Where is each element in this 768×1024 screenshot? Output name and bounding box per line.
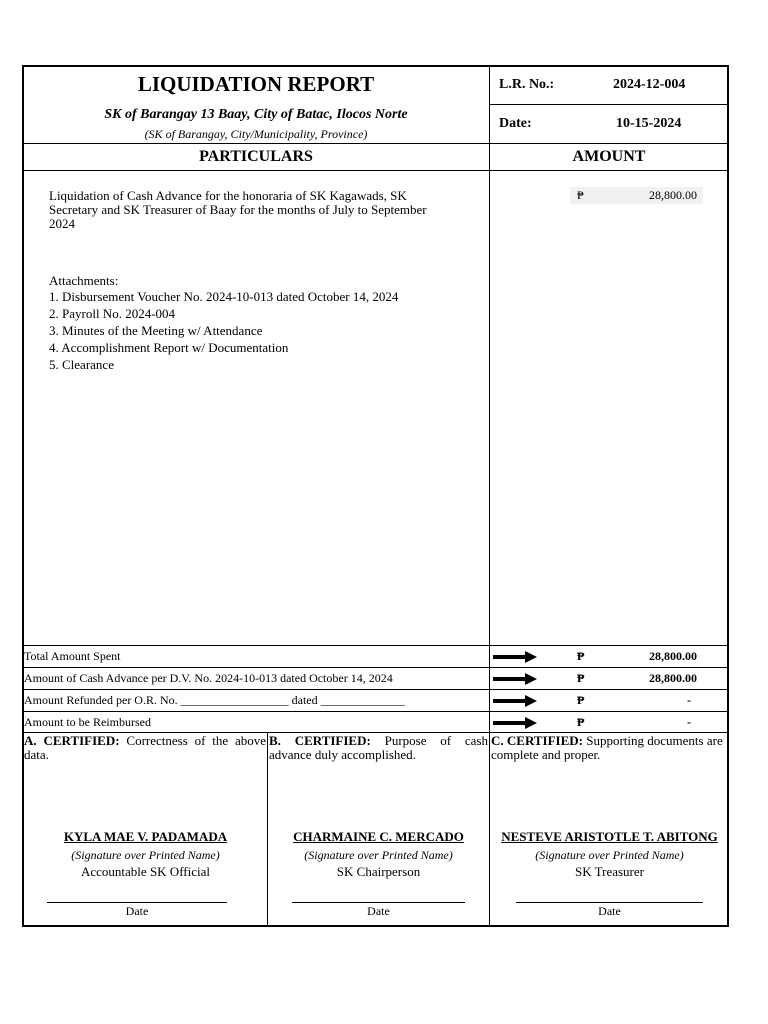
summary-value-total-spent: 28,800.00 [649,649,697,663]
entity-caption: (SK of Barangay, City/Municipality, Province) [144,127,368,141]
signatory-a-position: Accountable SK Official [81,864,210,879]
summary-currency: ₱ [577,715,585,729]
arrow-icon [493,673,537,685]
amount-header: AMOUNT [572,148,646,165]
date-caption: Date [598,904,621,918]
liquidation-description: Liquidation of Cash Advance for the honoraria of SK Kagawads, SK Secretary and SK Treasurer of Baay for the months of July to September 2024 [49,188,427,231]
signatory-a-name: KYLA MAE V. PADAMADA [63,829,228,844]
signatory-a-caption: (Signature over Printed Name) [71,848,220,862]
summary-top-line [23,645,729,646]
summary-currency: ₱ [577,649,585,663]
arrow-icon [493,717,537,729]
date-label: Date: [499,116,532,131]
report-title: LIQUIDATION REPORT [137,72,375,96]
header-divider-right [489,104,729,105]
certification-c-heading: C. CERTIFIED: [491,733,583,748]
certification-c-text [491,734,728,762]
certification-b-text [269,734,488,762]
date-value: 10-15-2024 [616,116,682,131]
certification-a-text [24,734,266,762]
lr-number-label: L.R. No.: [499,77,555,92]
body-amount: 28,800.00 [649,188,697,202]
summary-value-reimbursed: - [687,715,691,729]
date-line [292,902,465,903]
summary-label-total-spent: Total Amount Spent [24,649,121,663]
arrow-icon [493,651,537,663]
attachment-item: 2. Payroll No. 2024-004 [49,306,176,321]
date-caption: Date [125,904,149,918]
summary-value-cash-advance: 28,800.00 [649,671,697,685]
lr-number-value: 2024-12-004 [613,77,686,92]
date-line [47,902,227,903]
arrow-icon [493,695,537,707]
summary-label-refunded: Amount Refunded per O.R. No. __________________ dated ______________ [24,693,405,707]
date-line [516,902,703,903]
certification-a-statement: Correctness of the above data. [24,733,266,762]
summary-label-reimbursed: Amount to be Reimbursed [24,715,151,729]
entity-name: SK of Barangay 13 Baay, City of Batac, Ilocos Norte [104,107,408,122]
header-bottom-line [23,143,729,144]
certification-b-heading: B. CERTIFIED: [269,733,371,748]
signatory-c-caption: (Signature over Printed Name) [535,848,684,862]
summary-line-2 [23,667,729,668]
summary-label-cash-advance: Amount of Cash Advance per D.V. No. 2024-10-013 dated October 14, 2024 [24,671,393,685]
attachment-item: 3. Minutes of the Meeting w/ Attendance [49,323,263,338]
signatory-b-position: SK Chairperson [336,864,421,879]
particulars-header: PARTICULARS [199,148,313,165]
signatory-c-position: SK Treasurer [575,864,644,879]
attachments-label: Attachments: [49,273,119,288]
body-currency: ₱ [577,188,584,202]
column-divider [489,66,490,926]
certification-c-statement: Supporting documents are complete and proper. [491,733,723,762]
attachment-item: 1. Disbursement Voucher No. 2024-10-013 dated October 14, 2024 [49,289,399,304]
summary-line-4 [23,711,729,712]
signatory-b-caption: (Signature over Printed Name) [304,848,453,862]
date-caption: Date [367,904,390,918]
signatory-b-name: CHARMAINE C. MERCADO [293,829,464,844]
summary-currency: ₱ [577,671,585,685]
signatory-c-name: NESTEVE ARISTOTLE T. ABITONG [501,829,718,844]
summary-line-3 [23,689,729,690]
certification-a-heading: A. CERTIFIED: [24,733,120,748]
summary-value-refunded: - [687,693,691,707]
attachment-item: 5. Clearance [49,357,114,372]
attachment-item: 4. Accomplishment Report w/ Documentation [49,340,289,355]
column-header-line [23,170,729,171]
certification-b-statement: Purpose of cash advance duly accomplished. [269,733,488,762]
summary-currency: ₱ [577,693,585,707]
